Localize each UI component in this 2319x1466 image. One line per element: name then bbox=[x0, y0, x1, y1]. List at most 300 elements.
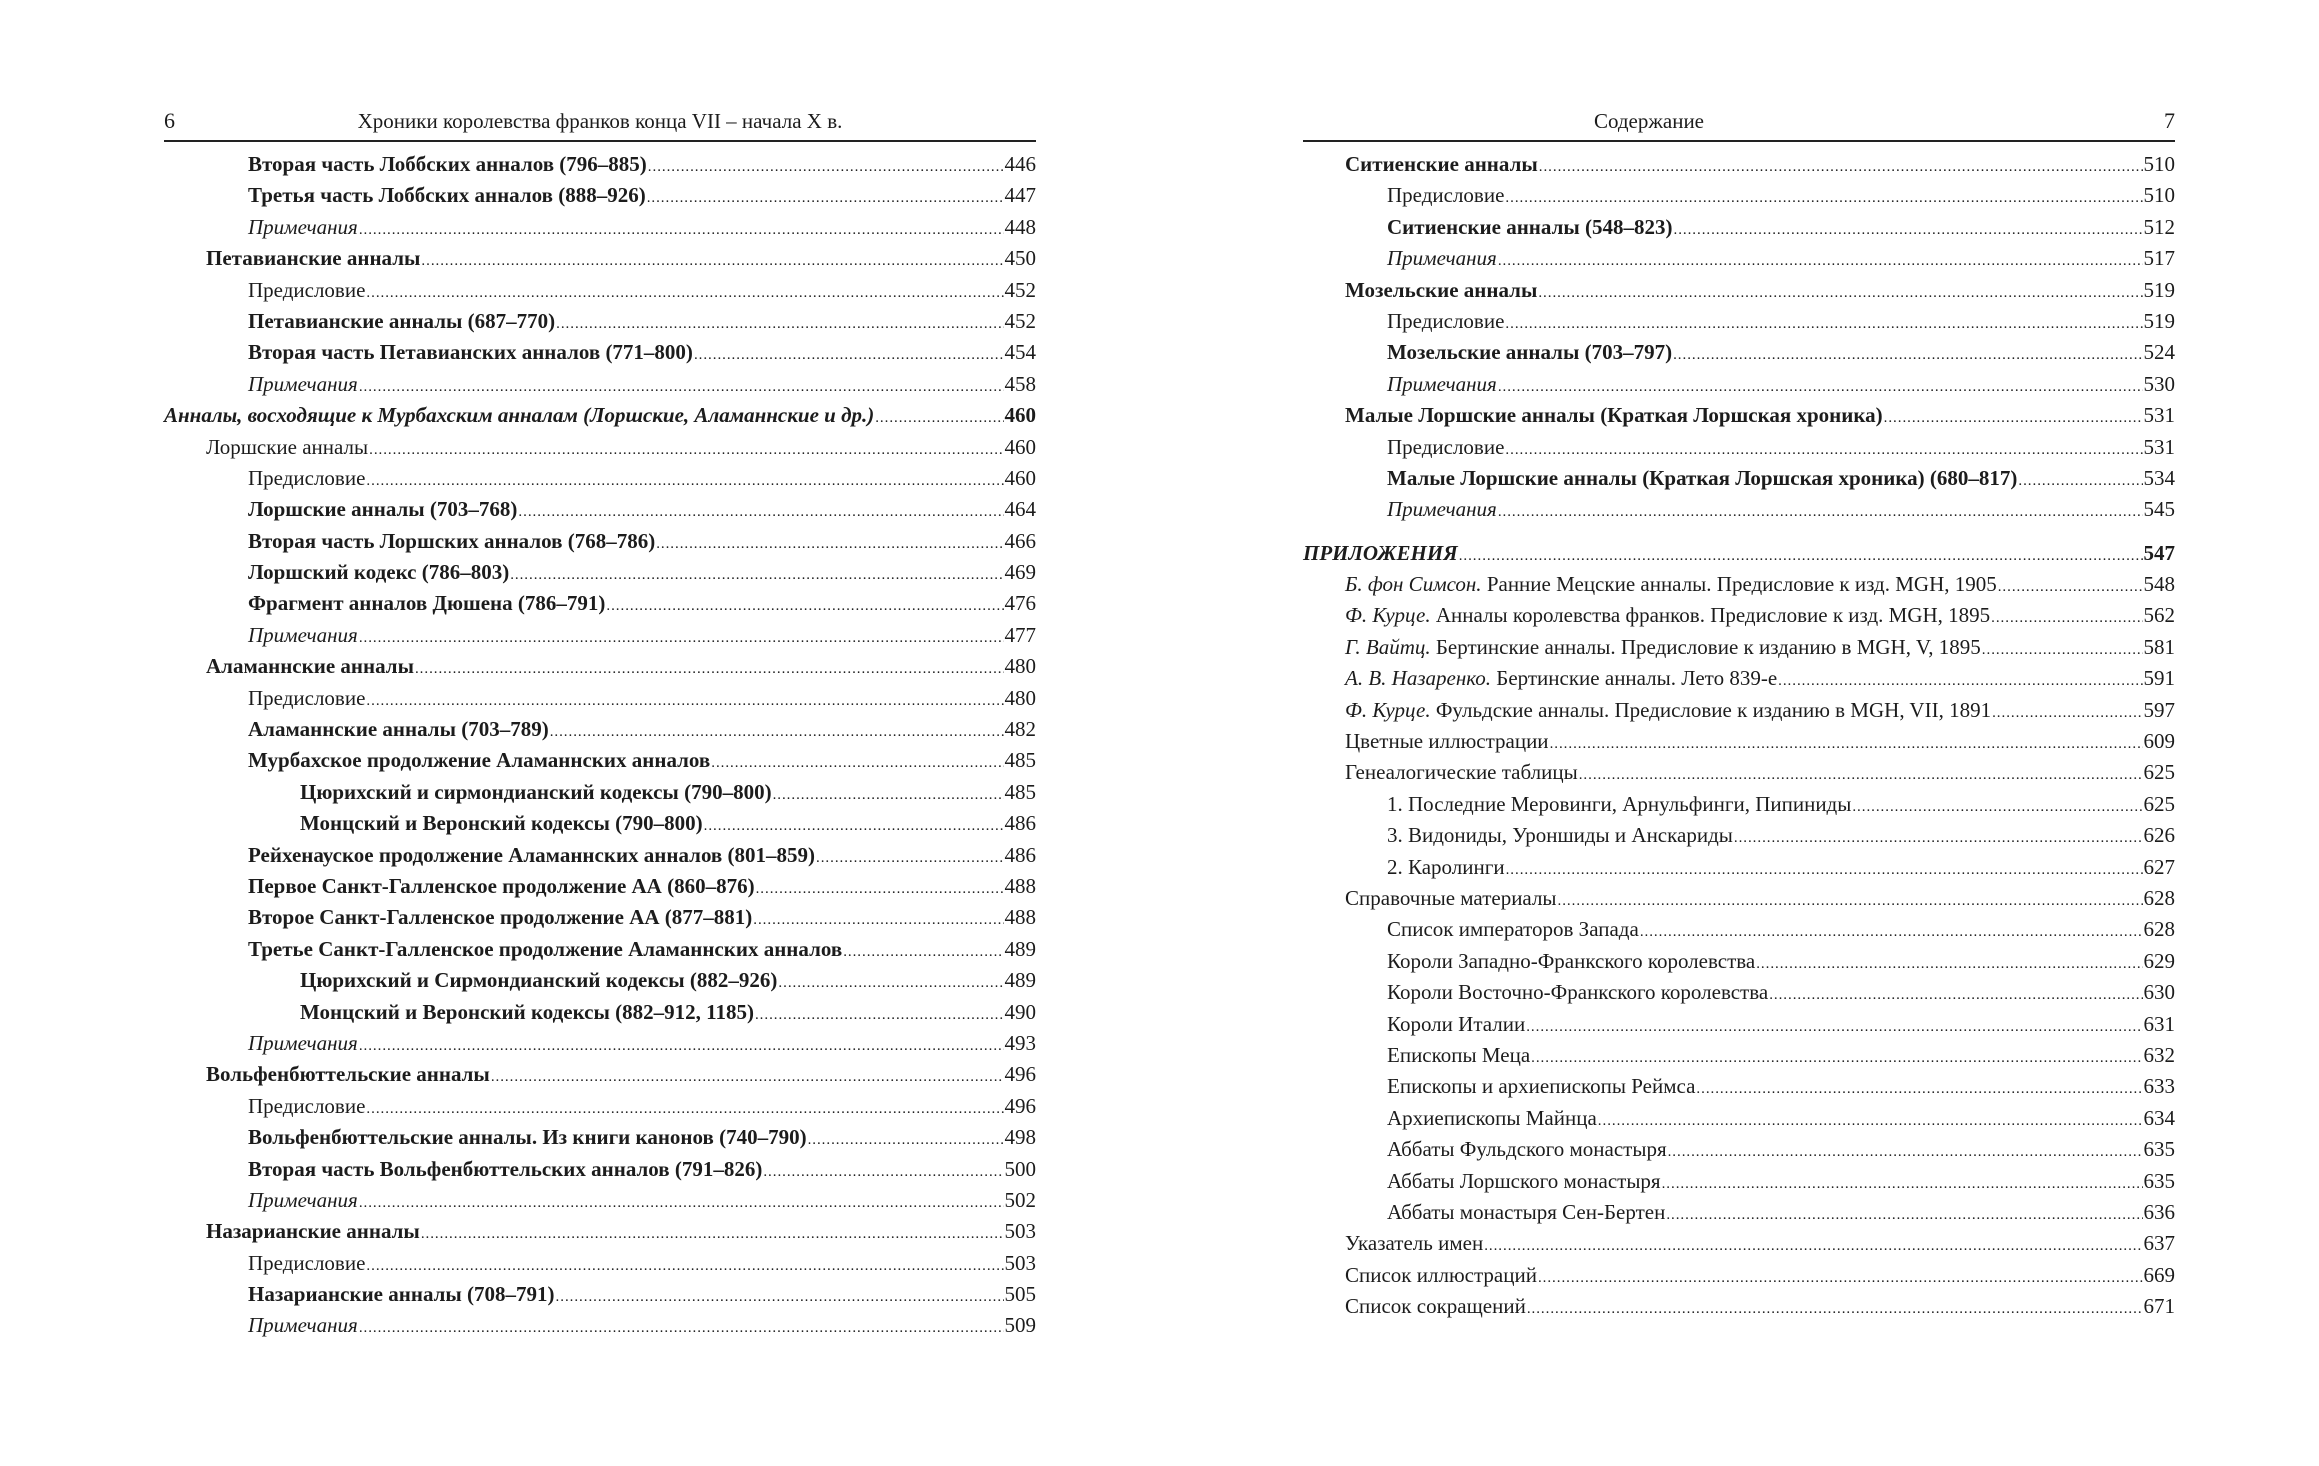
toc-entry-label bbox=[1345, 666, 1777, 691]
section-gap bbox=[1303, 529, 2175, 541]
toc-entry-title: Монцский и Веронский кодексы (882–912, 1185) bbox=[300, 999, 754, 1024]
toc-entry[interactable] bbox=[164, 1282, 1036, 1313]
toc-entry-page: 530 bbox=[2143, 371, 2175, 396]
running-title: Хроники королевства франков конца VII – начала X в. bbox=[357, 109, 843, 133]
toc-entry[interactable] bbox=[1303, 698, 2175, 729]
dot-leader bbox=[1505, 183, 2142, 208]
toc-entry-label bbox=[206, 654, 414, 679]
toc-entry[interactable] bbox=[164, 403, 1036, 434]
toc-entry-author: Г. Вайтц. bbox=[1345, 634, 1431, 659]
toc-entry-page: 671 bbox=[2143, 1294, 2175, 1319]
dot-leader bbox=[369, 435, 1003, 460]
toc-entry-title: Петавианские анналы bbox=[206, 246, 421, 271]
toc-entry-title: Аббаты Лоршского монастыря bbox=[1387, 1168, 1661, 1193]
dot-leader bbox=[421, 1219, 1004, 1244]
toc-entry[interactable] bbox=[164, 654, 1036, 685]
toc-entry[interactable] bbox=[1303, 1137, 2175, 1168]
dot-leader bbox=[656, 529, 1003, 554]
toc-entry[interactable] bbox=[164, 560, 1036, 591]
toc-entry[interactable] bbox=[1303, 215, 2175, 246]
toc-entry-page: 637 bbox=[2143, 1231, 2175, 1256]
toc-entry-page: 488 bbox=[1004, 873, 1036, 898]
toc-entry-page: 510 bbox=[2143, 183, 2175, 208]
toc-entry[interactable] bbox=[164, 529, 1036, 560]
toc-entry[interactable] bbox=[164, 1251, 1036, 1282]
dot-leader bbox=[1506, 855, 2143, 880]
toc-entry-page: 490 bbox=[1004, 999, 1036, 1024]
toc-entry-label bbox=[300, 780, 772, 805]
dot-leader bbox=[1662, 1169, 2143, 1194]
toc-entry-title: Справочные материалы bbox=[1345, 885, 1557, 910]
toc-entry-page: 609 bbox=[2143, 729, 2175, 754]
toc-entry-label bbox=[1345, 698, 1991, 723]
toc-entry-label bbox=[206, 1219, 420, 1244]
dot-leader bbox=[1505, 435, 2142, 460]
toc-entry[interactable] bbox=[164, 1062, 1036, 1093]
toc-entry-title: Аббаты монастыря Сен-Бертен bbox=[1387, 1199, 1666, 1224]
toc-entry-title: Примечания bbox=[1387, 371, 1497, 396]
toc-entry-label bbox=[248, 497, 517, 522]
toc-entry-label bbox=[248, 623, 358, 648]
toc-entry-page: 486 bbox=[1004, 842, 1036, 867]
dot-leader bbox=[1640, 917, 2143, 942]
toc-entry[interactable] bbox=[164, 1031, 1036, 1062]
toc-entry[interactable] bbox=[164, 466, 1036, 497]
toc-entry-title: Короли Восточно-Франкского королевства bbox=[1387, 980, 1769, 1005]
toc-entry[interactable] bbox=[1303, 729, 2175, 760]
dot-leader bbox=[1668, 1137, 2143, 1162]
toc-entry-page: 477 bbox=[1004, 622, 1036, 647]
toc-entry-title: Петавианские анналы (687–770) bbox=[248, 308, 556, 333]
toc-entry-page: 496 bbox=[1004, 1062, 1036, 1087]
toc-entry-page: 591 bbox=[2143, 666, 2175, 691]
toc-entry-page: 534 bbox=[2143, 465, 2175, 490]
toc-entry-page: 627 bbox=[2143, 854, 2175, 879]
dot-leader bbox=[366, 1251, 1003, 1276]
toc-entry[interactable] bbox=[1303, 541, 2175, 572]
toc-entry[interactable] bbox=[1303, 1294, 2175, 1325]
toc-entry-title: Вторая часть Лоршских анналов (768–786) bbox=[248, 528, 656, 553]
toc-entry-title: Аламаннские анналы bbox=[206, 654, 414, 679]
toc-entry-title: Лоршские анналы bbox=[206, 434, 369, 459]
toc-entry-title: Аламаннские анналы (703–789) bbox=[248, 717, 549, 742]
toc-entry-page: 634 bbox=[2143, 1105, 2175, 1130]
toc-entry[interactable] bbox=[164, 246, 1036, 277]
toc-entry-title: Предисловие bbox=[248, 1093, 366, 1118]
dot-leader bbox=[755, 1000, 1004, 1025]
toc-entry[interactable] bbox=[1303, 572, 2175, 603]
toc-entry[interactable] bbox=[164, 591, 1036, 622]
toc-entry-title: Малые Лоршские анналы (Краткая Лоршская хроника) (680–817) bbox=[1387, 465, 2018, 490]
dot-leader bbox=[1756, 949, 2142, 974]
toc-entry[interactable] bbox=[1303, 309, 2175, 340]
dot-leader bbox=[843, 937, 1003, 962]
toc-entry[interactable] bbox=[1303, 917, 2175, 948]
toc-entry-page: 633 bbox=[2143, 1074, 2175, 1099]
toc-entry[interactable] bbox=[164, 1094, 1036, 1125]
toc-entry-page: 460 bbox=[1004, 465, 1036, 490]
toc-entry-title: Предисловие bbox=[1387, 308, 1505, 333]
toc-entry-label bbox=[248, 1313, 358, 1338]
dot-leader bbox=[359, 1188, 1004, 1213]
dot-leader bbox=[606, 591, 1003, 616]
toc-entry-page: 485 bbox=[1004, 748, 1036, 773]
toc-entry[interactable] bbox=[164, 843, 1036, 874]
toc-entry-label bbox=[1387, 309, 1504, 334]
toc-entry-label bbox=[1387, 1106, 1597, 1131]
dot-leader bbox=[647, 183, 1004, 208]
toc-entry-page: 632 bbox=[2143, 1042, 2175, 1067]
toc-entry-page: 597 bbox=[2143, 697, 2175, 722]
toc-entry[interactable] bbox=[164, 1313, 1036, 1344]
toc-entry-page: 458 bbox=[1004, 371, 1036, 396]
running-head bbox=[1303, 92, 2175, 142]
toc-entry-label bbox=[248, 1125, 807, 1150]
toc-entry-page: 452 bbox=[1004, 277, 1036, 302]
toc-entry[interactable] bbox=[1303, 152, 2175, 183]
toc-entry-label bbox=[1345, 403, 1883, 428]
toc-entry-page: 489 bbox=[1004, 936, 1036, 961]
toc-entry[interactable] bbox=[164, 183, 1036, 214]
toc-entry-title: Список иллюстраций bbox=[1345, 1262, 1537, 1287]
toc-entry[interactable] bbox=[164, 1125, 1036, 1156]
toc-entry-label bbox=[248, 843, 815, 868]
toc-entry-page: 469 bbox=[1004, 560, 1036, 585]
toc-entry[interactable] bbox=[1303, 183, 2175, 214]
toc-entry-label bbox=[248, 937, 842, 962]
dot-leader bbox=[816, 843, 1003, 868]
toc-entry[interactable] bbox=[164, 1188, 1036, 1219]
dot-leader bbox=[510, 560, 1003, 585]
dot-leader bbox=[1527, 1294, 2143, 1319]
dot-leader bbox=[1558, 886, 2143, 911]
toc-entry-title: Фульдские анналы. Предисловие к изданию в MGH, VII, 1891 bbox=[1430, 697, 1992, 722]
toc-entry-title: Вольфенбюттельские анналы bbox=[206, 1062, 490, 1087]
left-page bbox=[164, 0, 1036, 1345]
toc-entry[interactable] bbox=[1303, 855, 2175, 886]
toc-entry[interactable] bbox=[1303, 278, 2175, 309]
toc-entry[interactable] bbox=[164, 340, 1036, 371]
toc-entry-title: Бертинские анналы. Предисловие к изданию в MGH, V, 1895 bbox=[1430, 634, 1981, 659]
toc-entry-label bbox=[1303, 541, 1458, 566]
toc-entry-title: Фрагмент анналов Дюшена (786–791) bbox=[248, 591, 606, 616]
toc-entry-page: 631 bbox=[2143, 1011, 2175, 1036]
toc-entry-title: Третья часть Лоббских анналов (888–926) bbox=[248, 183, 646, 208]
toc-entry-label bbox=[1387, 340, 1672, 365]
toc-entry-page: 635 bbox=[2143, 1137, 2175, 1162]
toc-entry-page: 446 bbox=[1004, 152, 1036, 176]
toc-entry-page: 519 bbox=[2143, 277, 2175, 302]
dot-leader bbox=[366, 686, 1003, 711]
dot-leader bbox=[550, 717, 1004, 742]
dot-leader bbox=[1998, 572, 2143, 597]
toc-entry-page: 635 bbox=[2143, 1168, 2175, 1193]
toc-entry-title: Примечания bbox=[248, 1187, 358, 1212]
toc-entry[interactable] bbox=[1303, 760, 2175, 791]
toc-entry-label bbox=[1345, 1294, 1526, 1319]
toc-entry-page: 562 bbox=[2143, 603, 2175, 628]
dot-leader bbox=[1884, 403, 2143, 428]
dot-leader bbox=[1498, 372, 2143, 397]
toc-entry[interactable] bbox=[1303, 980, 2175, 1011]
toc-entry-page: 466 bbox=[1004, 528, 1036, 553]
dot-leader bbox=[556, 1282, 1004, 1307]
toc-entry[interactable] bbox=[1303, 435, 2175, 466]
toc-entry-page: 498 bbox=[1004, 1125, 1036, 1150]
toc-entry[interactable] bbox=[1303, 1106, 2175, 1137]
toc-entry-label bbox=[248, 905, 752, 930]
toc-entry-title: Цюрихский и Сирмондианский кодексы (882–926) bbox=[300, 968, 778, 993]
dot-leader bbox=[1769, 980, 2142, 1005]
toc-entry-title: ПРИЛОЖЕНИЯ bbox=[1303, 540, 1458, 565]
toc-entry-page: 531 bbox=[2143, 403, 2175, 428]
toc-entry[interactable] bbox=[164, 717, 1036, 748]
toc-entry[interactable] bbox=[1303, 1012, 2175, 1043]
toc-entry-title: Вторая часть Вольфенбюттельских анналов (791–826) bbox=[248, 1156, 763, 1181]
toc-entry-title: Примечания bbox=[248, 1030, 358, 1055]
table-of-contents bbox=[164, 152, 1036, 1345]
toc-entry-label bbox=[248, 1282, 555, 1307]
toc-entry[interactable] bbox=[164, 968, 1036, 999]
toc-entry[interactable] bbox=[1303, 635, 2175, 666]
toc-entry[interactable] bbox=[1303, 1043, 2175, 1074]
toc-entry-title: Назарианские анналы bbox=[206, 1219, 420, 1244]
toc-entry[interactable] bbox=[164, 874, 1036, 905]
toc-entry-label bbox=[248, 560, 509, 585]
toc-entry[interactable] bbox=[164, 748, 1036, 779]
toc-entry[interactable] bbox=[1303, 403, 2175, 434]
toc-entry-label bbox=[1345, 635, 1981, 660]
toc-entry-label bbox=[300, 1000, 754, 1025]
toc-entry[interactable] bbox=[1303, 886, 2175, 917]
toc-entry-title: Указатель имен bbox=[1345, 1231, 1484, 1256]
toc-entry-label bbox=[248, 1188, 358, 1213]
toc-entry-label bbox=[248, 278, 365, 303]
toc-entry[interactable] bbox=[164, 497, 1036, 528]
toc-entry-page: 496 bbox=[1004, 1093, 1036, 1118]
toc-entry-page: 488 bbox=[1004, 905, 1036, 930]
toc-entry[interactable] bbox=[1303, 1263, 2175, 1294]
dot-leader bbox=[763, 1157, 1003, 1182]
toc-entry[interactable] bbox=[164, 152, 1036, 183]
toc-entry-page: 636 bbox=[2143, 1199, 2175, 1224]
toc-entry-label bbox=[1387, 980, 1768, 1005]
toc-entry-page: 628 bbox=[2143, 885, 2175, 910]
toc-entry[interactable] bbox=[1303, 792, 2175, 823]
toc-entry[interactable] bbox=[1303, 1200, 2175, 1231]
dot-leader bbox=[366, 1094, 1003, 1119]
toc-entry[interactable] bbox=[1303, 1169, 2175, 1200]
toc-entry-page: 629 bbox=[2143, 948, 2175, 973]
toc-entry-title: Примечания bbox=[248, 214, 358, 239]
toc-entry-page: 531 bbox=[2143, 434, 2175, 459]
page-number: 6 bbox=[164, 108, 175, 133]
toc-entry-title: Первое Санкт-Галленское продолжение АА (860–876) bbox=[248, 873, 755, 898]
dot-leader bbox=[421, 246, 1003, 271]
dot-leader bbox=[1991, 603, 2142, 628]
toc-entry-label bbox=[248, 183, 646, 208]
toc-entry-title: Цветные иллюстрации bbox=[1345, 729, 1549, 754]
toc-entry-label bbox=[1387, 1043, 1530, 1068]
toc-entry[interactable] bbox=[164, 937, 1036, 968]
toc-entry-page: 489 bbox=[1004, 968, 1036, 993]
toc-entry-label bbox=[248, 686, 365, 711]
toc-entry[interactable] bbox=[1303, 340, 2175, 371]
toc-entry-page: 464 bbox=[1004, 497, 1036, 522]
toc-entry-page: 500 bbox=[1004, 1156, 1036, 1181]
toc-entry[interactable] bbox=[1303, 603, 2175, 634]
toc-entry-page: 482 bbox=[1004, 717, 1036, 742]
toc-entry-title: 1. Последние Меровинги, Арнульфинги, Пипиниды bbox=[1387, 791, 1852, 816]
toc-entry[interactable] bbox=[164, 278, 1036, 309]
toc-entry-label bbox=[1387, 855, 1505, 880]
toc-entry-author: Ф. Курце. bbox=[1345, 603, 1431, 628]
right-page bbox=[1303, 0, 2175, 1325]
toc-entry-label bbox=[1387, 1137, 1667, 1162]
toc-entry-label bbox=[164, 403, 874, 428]
toc-entry[interactable] bbox=[164, 686, 1036, 717]
toc-entry-title: Короли Западно-Франкского королевства bbox=[1387, 948, 1756, 973]
toc-entry-label bbox=[1387, 372, 1497, 397]
toc-entry[interactable] bbox=[1303, 949, 2175, 980]
toc-entry-page: 581 bbox=[2143, 634, 2175, 659]
toc-entry-page: 476 bbox=[1004, 591, 1036, 616]
toc-entry-label bbox=[1387, 949, 1755, 974]
toc-entry-title: Предисловие bbox=[248, 685, 366, 710]
dot-leader bbox=[359, 215, 1004, 240]
dot-leader bbox=[1852, 792, 2142, 817]
toc-entry-label bbox=[1387, 435, 1504, 460]
toc-entry[interactable] bbox=[1303, 372, 2175, 403]
toc-entry-label bbox=[248, 152, 647, 177]
toc-entry-label bbox=[248, 717, 549, 742]
toc-entry-page: 454 bbox=[1004, 340, 1036, 365]
toc-entry-page: 510 bbox=[2143, 152, 2175, 176]
toc-entry-page: 460 bbox=[1004, 403, 1036, 428]
toc-entry[interactable] bbox=[164, 780, 1036, 811]
dot-leader bbox=[648, 152, 1004, 177]
toc-entry-label bbox=[1345, 729, 1549, 754]
toc-entry-label bbox=[1345, 1263, 1537, 1288]
toc-entry-page: 502 bbox=[1004, 1187, 1036, 1212]
toc-entry[interactable] bbox=[1303, 246, 2175, 277]
dot-leader bbox=[1550, 729, 2143, 754]
toc-entry-label bbox=[248, 1251, 365, 1276]
running-head bbox=[164, 92, 1036, 142]
dot-leader bbox=[2018, 466, 2142, 491]
toc-entry[interactable] bbox=[164, 623, 1036, 654]
toc-entry[interactable] bbox=[1303, 1231, 2175, 1262]
dot-leader bbox=[366, 278, 1003, 303]
toc-entry-label bbox=[206, 246, 420, 271]
toc-entry-page: 448 bbox=[1004, 214, 1036, 239]
toc-entry[interactable] bbox=[1303, 497, 2175, 528]
toc-entry-label bbox=[248, 1157, 762, 1182]
toc-entry[interactable] bbox=[164, 1157, 1036, 1188]
toc-entry-label bbox=[1387, 917, 1639, 942]
toc-entry-title: Вольфенбюттельские анналы. Из книги канонов (740–790) bbox=[248, 1125, 807, 1150]
dot-leader bbox=[359, 1313, 1004, 1338]
toc-entry[interactable] bbox=[1303, 666, 2175, 697]
dot-leader bbox=[366, 466, 1003, 491]
toc-entry-title: 2. Каролинги bbox=[1387, 854, 1505, 879]
toc-entry-title: Вторая часть Петавианских анналов (771–800) bbox=[248, 340, 693, 365]
dot-leader bbox=[1666, 1200, 2142, 1225]
toc-entry-title: Малые Лоршские анналы (Краткая Лоршская хроника) bbox=[1345, 403, 1883, 428]
toc-entry-page: 452 bbox=[1004, 308, 1036, 333]
toc-entry-label bbox=[1345, 152, 1538, 177]
dot-leader bbox=[1538, 278, 2142, 303]
dot-leader bbox=[1498, 497, 2143, 522]
toc-entry-page: 630 bbox=[2143, 980, 2175, 1005]
toc-entry-title: Примечания bbox=[248, 1313, 358, 1338]
toc-entry-title: Епископы и архиепископы Реймса bbox=[1387, 1074, 1696, 1099]
toc-entry[interactable] bbox=[164, 905, 1036, 936]
toc-entry-label bbox=[1345, 760, 1578, 785]
toc-entry-title: Примечания bbox=[1387, 497, 1497, 522]
toc-entry-page: 447 bbox=[1004, 183, 1036, 208]
toc-entry[interactable] bbox=[1303, 823, 2175, 854]
toc-entry-title: Ситиенские анналы bbox=[1345, 152, 1538, 176]
toc-entry-page: 503 bbox=[1004, 1250, 1036, 1275]
dot-leader bbox=[1579, 760, 2143, 785]
toc-entry-label bbox=[248, 1031, 358, 1056]
toc-entry-author: Б. фон Симсон. bbox=[1345, 572, 1482, 597]
dot-leader bbox=[756, 874, 1004, 899]
toc-entry[interactable] bbox=[164, 372, 1036, 403]
toc-entry-title: 3. Видониды, Уроншиды и Анскариды bbox=[1387, 823, 1733, 848]
toc-entry[interactable] bbox=[164, 1000, 1036, 1031]
toc-entry-label bbox=[1387, 1200, 1665, 1225]
toc-entry-label bbox=[248, 1094, 365, 1119]
dot-leader bbox=[704, 811, 1004, 836]
table-of-contents bbox=[1303, 152, 2175, 1325]
toc-entry-page: 509 bbox=[1004, 1313, 1036, 1338]
toc-entry-label bbox=[248, 591, 605, 616]
toc-entry-label bbox=[248, 466, 365, 491]
toc-entry-title: Список сокращений bbox=[1345, 1294, 1526, 1319]
toc-entry[interactable] bbox=[164, 309, 1036, 340]
dot-leader bbox=[773, 780, 1004, 805]
toc-entry-page: 519 bbox=[2143, 308, 2175, 333]
dot-leader bbox=[1673, 340, 2142, 365]
toc-entry-page: 669 bbox=[2143, 1262, 2175, 1287]
toc-entry[interactable] bbox=[164, 1219, 1036, 1250]
toc-entry-title: Примечания bbox=[1387, 246, 1497, 271]
toc-entry-label bbox=[1345, 278, 1537, 303]
toc-entry-title: Лоршские анналы (703–768) bbox=[248, 497, 518, 522]
toc-entry-title: Мозельские анналы (703–797) bbox=[1387, 340, 1673, 365]
toc-entry-label bbox=[248, 372, 358, 397]
toc-entry[interactable] bbox=[1303, 466, 2175, 497]
toc-entry-page: 460 bbox=[1004, 434, 1036, 459]
toc-entry[interactable] bbox=[1303, 1074, 2175, 1105]
toc-entry-title: Вторая часть Лоббских анналов (796–885) bbox=[248, 152, 647, 176]
dot-leader bbox=[753, 905, 1003, 930]
dot-leader bbox=[556, 309, 1003, 334]
toc-entry[interactable] bbox=[164, 435, 1036, 466]
toc-entry-label bbox=[1345, 1231, 1483, 1256]
toc-entry-title: Предисловие bbox=[248, 1250, 366, 1275]
toc-entry[interactable] bbox=[164, 215, 1036, 246]
dot-leader bbox=[415, 654, 1004, 679]
toc-entry[interactable] bbox=[164, 811, 1036, 842]
toc-entry-label bbox=[206, 435, 368, 460]
dot-leader bbox=[491, 1062, 1004, 1087]
toc-entry-title: Примечания bbox=[248, 371, 358, 396]
toc-entry-label bbox=[1345, 572, 1997, 597]
toc-entry-title: Ситиенские анналы (548–823) bbox=[1387, 214, 1673, 239]
